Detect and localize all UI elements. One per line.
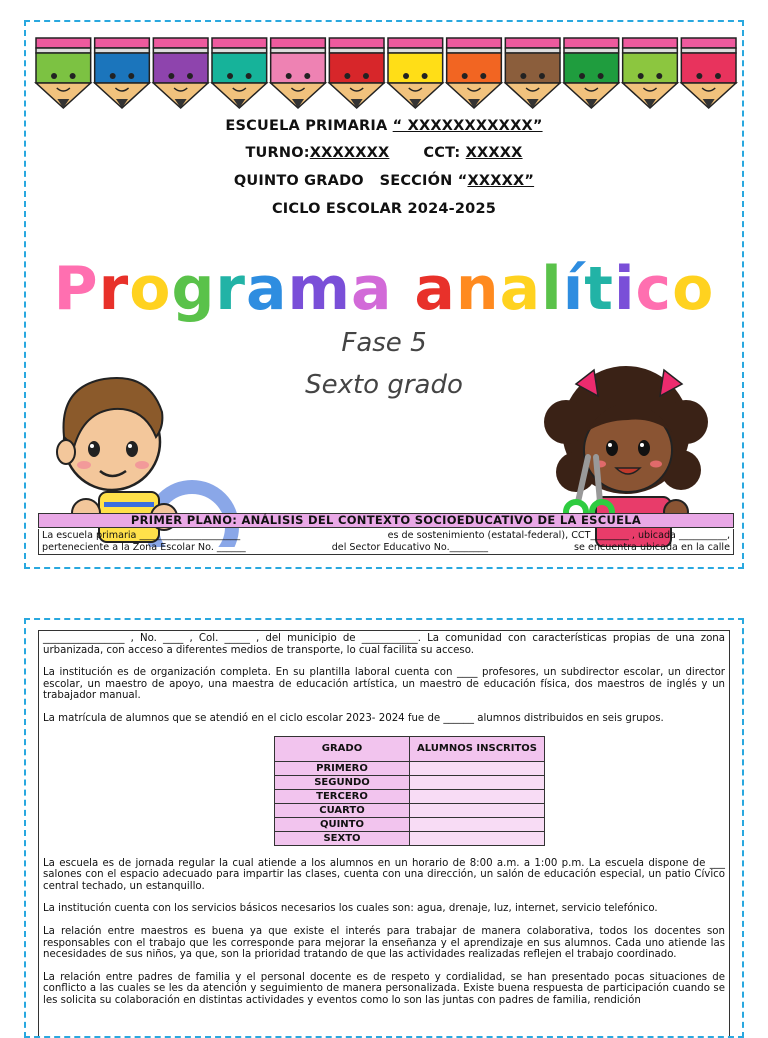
school-cycle: CICLO ESCOLAR 2024-2025 [271,201,497,217]
students-cell [410,817,545,831]
title-letter: t [584,254,614,324]
grade-cell: QUINTO [275,817,410,831]
table-row [275,761,545,775]
shift-line [26,145,742,161]
context-frame [38,630,730,1038]
context-page [24,618,744,1038]
pencil-icon [271,38,326,108]
cct-value: XXXXX [465,145,523,161]
grade-cell: PRIMERO [275,761,410,775]
pencil-icon [212,38,267,108]
phase-label: Fase 5 [341,328,427,358]
school-label: ESCUELA PRIMARIA [225,118,393,134]
intro-line-1 [42,530,730,542]
table-header-students: ALUMNOS INSCRITOS [410,736,545,761]
cct-label: CCT: [423,145,466,161]
intro-text [38,529,734,555]
intro-text-segment: La escuela primaria _____________________ [42,530,241,541]
pencil-icon [36,38,91,108]
pencil-icon [447,38,502,108]
students-cell [410,831,545,845]
title-letter: r [215,254,246,324]
students-cell [410,789,545,803]
title-letter: a [414,254,456,324]
grade-cell: TERCERO [275,789,410,803]
title-letter: P [53,254,99,324]
table-header-grade: GRADO [275,736,410,761]
intro-text-segment: es de sostenimiento (estatal-federal), CCT________ , ubicada __________, [387,530,730,541]
pencil-icon [329,38,384,108]
title-letter: o [129,254,172,324]
paragraph-services: La institución cuenta con los servicios básicos necesarios los cuales son: agua, drenaje, luz, internet, servicio telefónico. [43,903,658,915]
pencil-icon [153,38,208,108]
pencil-icon [681,38,736,108]
pencil-icon [388,38,443,108]
paragraph-parents: La relación entre padres de familia y el personal docente es de respeto y cordialidad, se han presentado pocas situaciones de conflicto a las cuales se les da atención y seguimiento de manera personalizada. Existe buena respuesta de participación cuando se les solicita su colaboración en distintas actividades y eventos como lo son las juntas con padres de familia, rendición [43,971,725,1006]
grade-line [26,173,742,189]
students-cell [410,775,545,789]
table-row [275,775,545,789]
grade-cell: SEGUNDO [275,775,410,789]
pencil-icon [564,38,619,108]
title-letter: r [98,254,130,324]
section-banner: PRIMER PLANO: ANÁLISIS DEL CONTEXTO SOCIOEDUCATIVO DE LA ESCUELA [38,513,734,528]
school-line [26,118,742,134]
title-letter: a [351,254,393,324]
title-letter: g [171,254,216,324]
title-letter: l [541,254,563,324]
grade-name: Sexto grado [305,370,463,400]
title-letter: i [613,254,636,324]
grade-cell: CUARTO [275,803,410,817]
title-letter: í [562,254,585,324]
title-letter: o [672,254,715,324]
pencil-icon [95,38,150,108]
pencil-icon [505,38,560,108]
turno-label: TURNO: [245,145,310,161]
title-letter: c [635,254,673,324]
paragraph-location: ________________ , No. ____ , Col. _____ , del municipio de ___________. La comunidad con características propias de una zona urbanizada, con acceso a diferentes medios de transporte, lo cual facilita su acceso. [43,633,725,656]
table-row [275,817,545,831]
table-row [275,831,545,845]
title-letter: a [245,254,288,324]
school-name: “ XXXXXXXXXXX” [392,118,543,134]
title-letter: m [287,254,352,324]
turno-value: XXXXXXX [309,145,390,161]
intro-text-segment: del Sector Educativo No.________ [331,541,489,553]
paragraph-staff: La institución es de organización completa. En su plantilla laboral cuenta con ____ profesores, un subdirector escolar, un director escolar, un maestro de apoyo, una maestra de educación artística, un maestro de educación física, dos maestros de inglés y un trabajador manual. [43,667,725,702]
students-cell [410,761,545,775]
cover-page [24,20,744,569]
title-letter: a [499,254,542,324]
section-value: XXXXX” [467,173,535,189]
pencil-icon [623,38,678,108]
paragraph-enrollment: La matrícula de alumnos que se atendió en el ciclo escolar 2023- 2024 fue de ______ alumnos distribuidos en seis grupos. [43,712,664,724]
table-row [275,789,545,803]
enrollment-table [274,736,545,846]
grade-label: QUINTO GRADO SECCIÓN “ [233,173,468,189]
pencil-border [34,36,738,112]
title-letter [393,254,415,324]
paragraph-teachers: La relación entre maestros es buena ya que existe el interés para trabajar de manera colaborativa, todos los docentes son responsables con el trabajo que les corresponde para mejorar la enseñanza y el aprendizaje en sus alumnos. Cada uno atiende las necesidades de sus niños, ya que, son la prioridad tratando de que las actividades realizadas reflejen el trabajo coordinado. [43,925,725,961]
intro-text-segment: se encuentra ubicada en la calle [574,541,730,553]
title-letter: n [455,254,500,324]
students-cell [410,803,545,817]
document-title [26,254,742,324]
paragraph-schedule: La escuela es de jornada regular la cual atiende a los alumnos en un horario de 8:00 a.m. a 1:00 p.m. La escuela dispone de ___ salones con el espacio adecuado para impartir las clases, cuenta con una dirección, un salón de educación especial, un patio Cívico central techado, un estanquillo. [43,857,725,892]
table-row [275,803,545,817]
intro-line-2 [42,542,730,554]
intro-text-segment: perteneciente a la Zona Escolar No. ______ [42,541,246,553]
grade-cell: SEXTO [275,831,410,845]
